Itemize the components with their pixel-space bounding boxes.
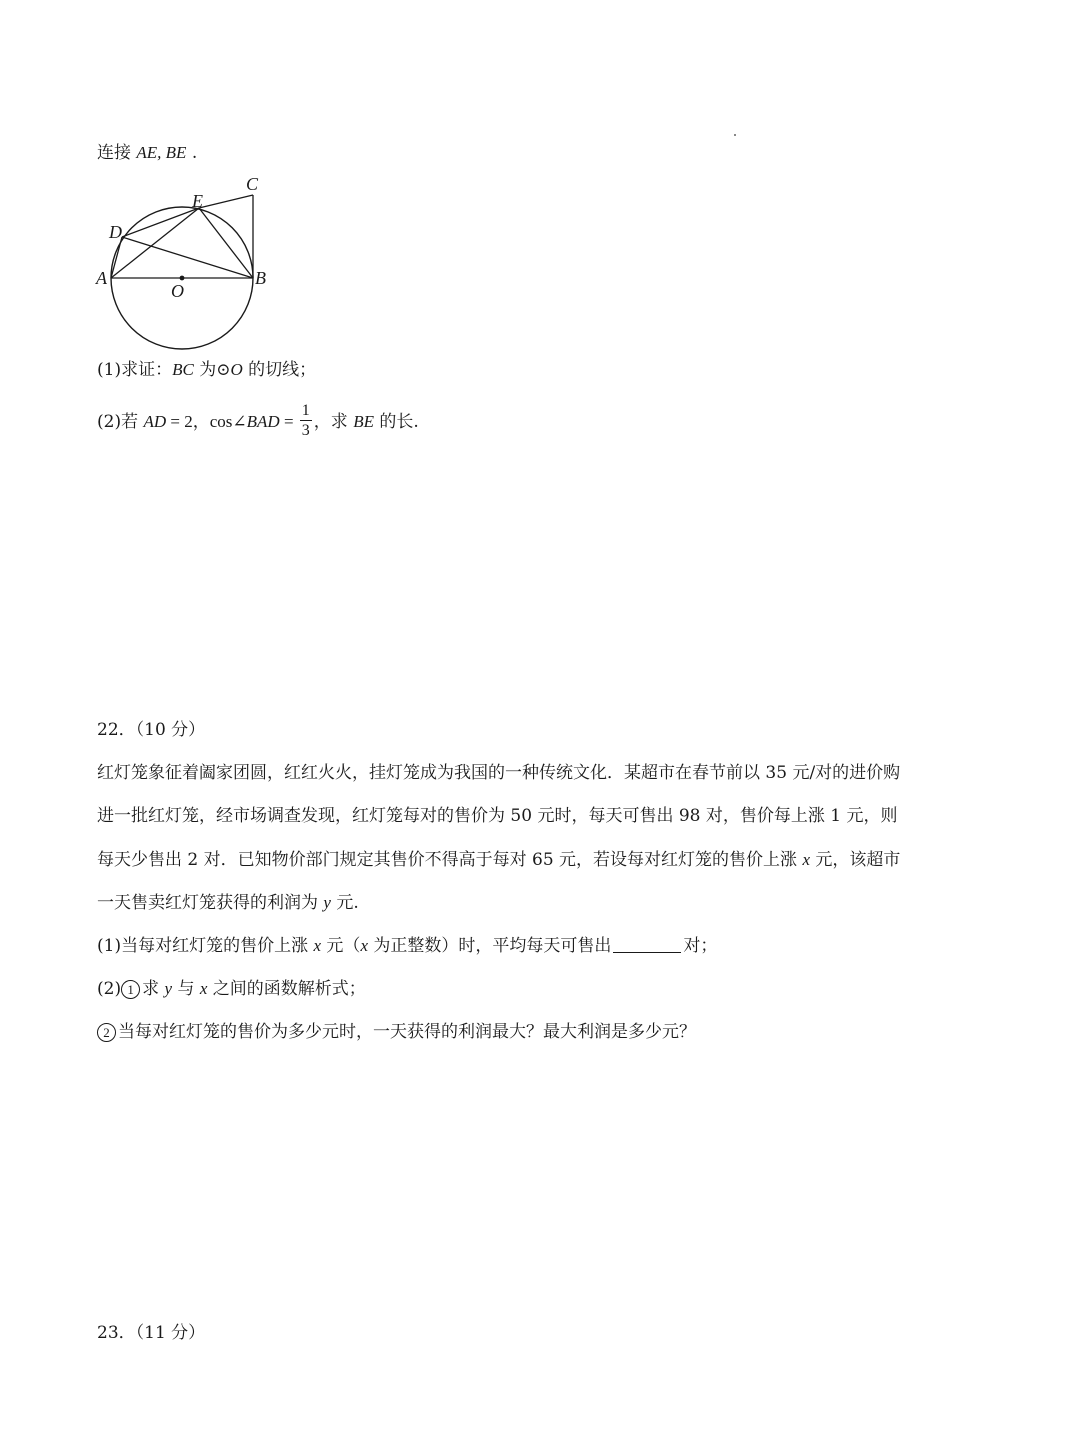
fraction-numerator: 1 [301, 402, 310, 419]
q21-part2-eq2: = [279, 412, 298, 431]
q21-part2-cos: cos∠ [209, 412, 247, 431]
label-a: A [96, 268, 107, 288]
q21-intro-text: 连接 [97, 143, 137, 163]
q21-part2-ad: AD [143, 412, 167, 431]
q21-part2 [97, 403, 419, 442]
q22-part1-c: 为正整数）时，平均每天可售出 [367, 936, 612, 956]
q22-part1-b: 元（ [321, 936, 361, 956]
q22-part2-c: 之间的函数解析式； [207, 979, 366, 999]
q22-part1-a: (1)当每对红灯笼的售价上涨 [97, 936, 314, 956]
circled-number-1: 1 [121, 980, 140, 999]
q21-intro-math: AE, BE [136, 143, 187, 162]
q23-header: 23．（11 分） [97, 1323, 206, 1343]
q22-para-line3 [97, 851, 900, 869]
label-o: O [171, 281, 184, 301]
q22-part1-x: x [313, 936, 322, 955]
q22-line3-a: 每天少售出 2 对．已知物价部门规定其售价不得高于每对 65 元，若设每对红灯笼的售价上涨 [97, 850, 803, 870]
scan-dot [734, 134, 736, 136]
q22-part1-d: 对； [683, 936, 718, 956]
center-point [180, 276, 185, 281]
q21-part2-mid: ，求 [313, 412, 354, 432]
q21-part2-eq: = 2， [166, 412, 210, 431]
segment-de [122, 208, 199, 237]
q22-part1 [97, 937, 717, 955]
q22-line4-a: 一天售卖红灯笼获得的利润为 [97, 893, 324, 913]
label-e: E [192, 191, 203, 211]
q22-part2-x: x [199, 979, 208, 998]
geometry-figure [92, 170, 282, 350]
q22-part2-b: 与 [172, 979, 200, 999]
q22-part1-x2: x [360, 936, 368, 955]
q22-line3-x: x [802, 850, 811, 869]
label-c: C [246, 174, 259, 194]
q22-para-line1: 红灯笼象征着阖家团圆，红红火火，挂灯笼成为我国的一种传统文化．某超市在春节前以 35 元/对的进价购 [97, 763, 901, 783]
label-d: D [109, 222, 122, 242]
q22-header: 22．（10 分） [97, 720, 206, 740]
q22-para-line4 [97, 894, 359, 912]
q22-part2-2-text: 当每对红灯笼的售价为多少元时，一天获得的利润最大？最大利润是多少元？ [118, 1022, 696, 1042]
segment-ce [199, 195, 253, 208]
q22-part2-2 [97, 1023, 696, 1042]
fraction-one-third [300, 401, 312, 440]
q21-part1-bc: BC [172, 360, 194, 379]
label-b: B [255, 268, 266, 288]
q21-part1-o: O [230, 360, 243, 379]
segment-ae [111, 208, 199, 278]
q21-part1 [97, 361, 316, 379]
q22-para-line2: 进一批红灯笼，经市场调查发现，红灯笼每对的售价为 50 元时，每天可售出 98 对，售价每上涨 1 元，则 [97, 806, 898, 826]
answer-blank[interactable] [613, 938, 681, 953]
q21-part1-prefix: (1)求证： [97, 360, 173, 380]
q22-part2-prefix: (2) [97, 979, 122, 999]
fraction-denominator: 3 [301, 422, 310, 439]
segment-be [199, 208, 253, 278]
q22-part2 [97, 980, 366, 999]
q22-part2-a: 求 [142, 979, 165, 999]
segment-db [122, 237, 253, 278]
q21-part2-be: BE [353, 412, 374, 431]
q22-line4-b: 元. [330, 893, 359, 913]
q21-part2-bad: BAD [246, 412, 280, 431]
q21-part1-mid: 为⊙ [193, 360, 231, 380]
circled-number-2: 2 [97, 1023, 116, 1042]
q21-part2-prefix: (2)若 [97, 412, 144, 432]
q22-line3-b: 元，该超市 [810, 850, 901, 870]
q21-part1-end: 的切线； [242, 360, 317, 380]
q22-part2-y: y [164, 979, 173, 998]
q21-intro-end: . [186, 143, 198, 163]
q21-part2-end: 的长. [373, 412, 419, 432]
segment-ad [111, 237, 122, 278]
q21-intro [97, 144, 197, 162]
q22-line4-y: y [323, 893, 331, 912]
